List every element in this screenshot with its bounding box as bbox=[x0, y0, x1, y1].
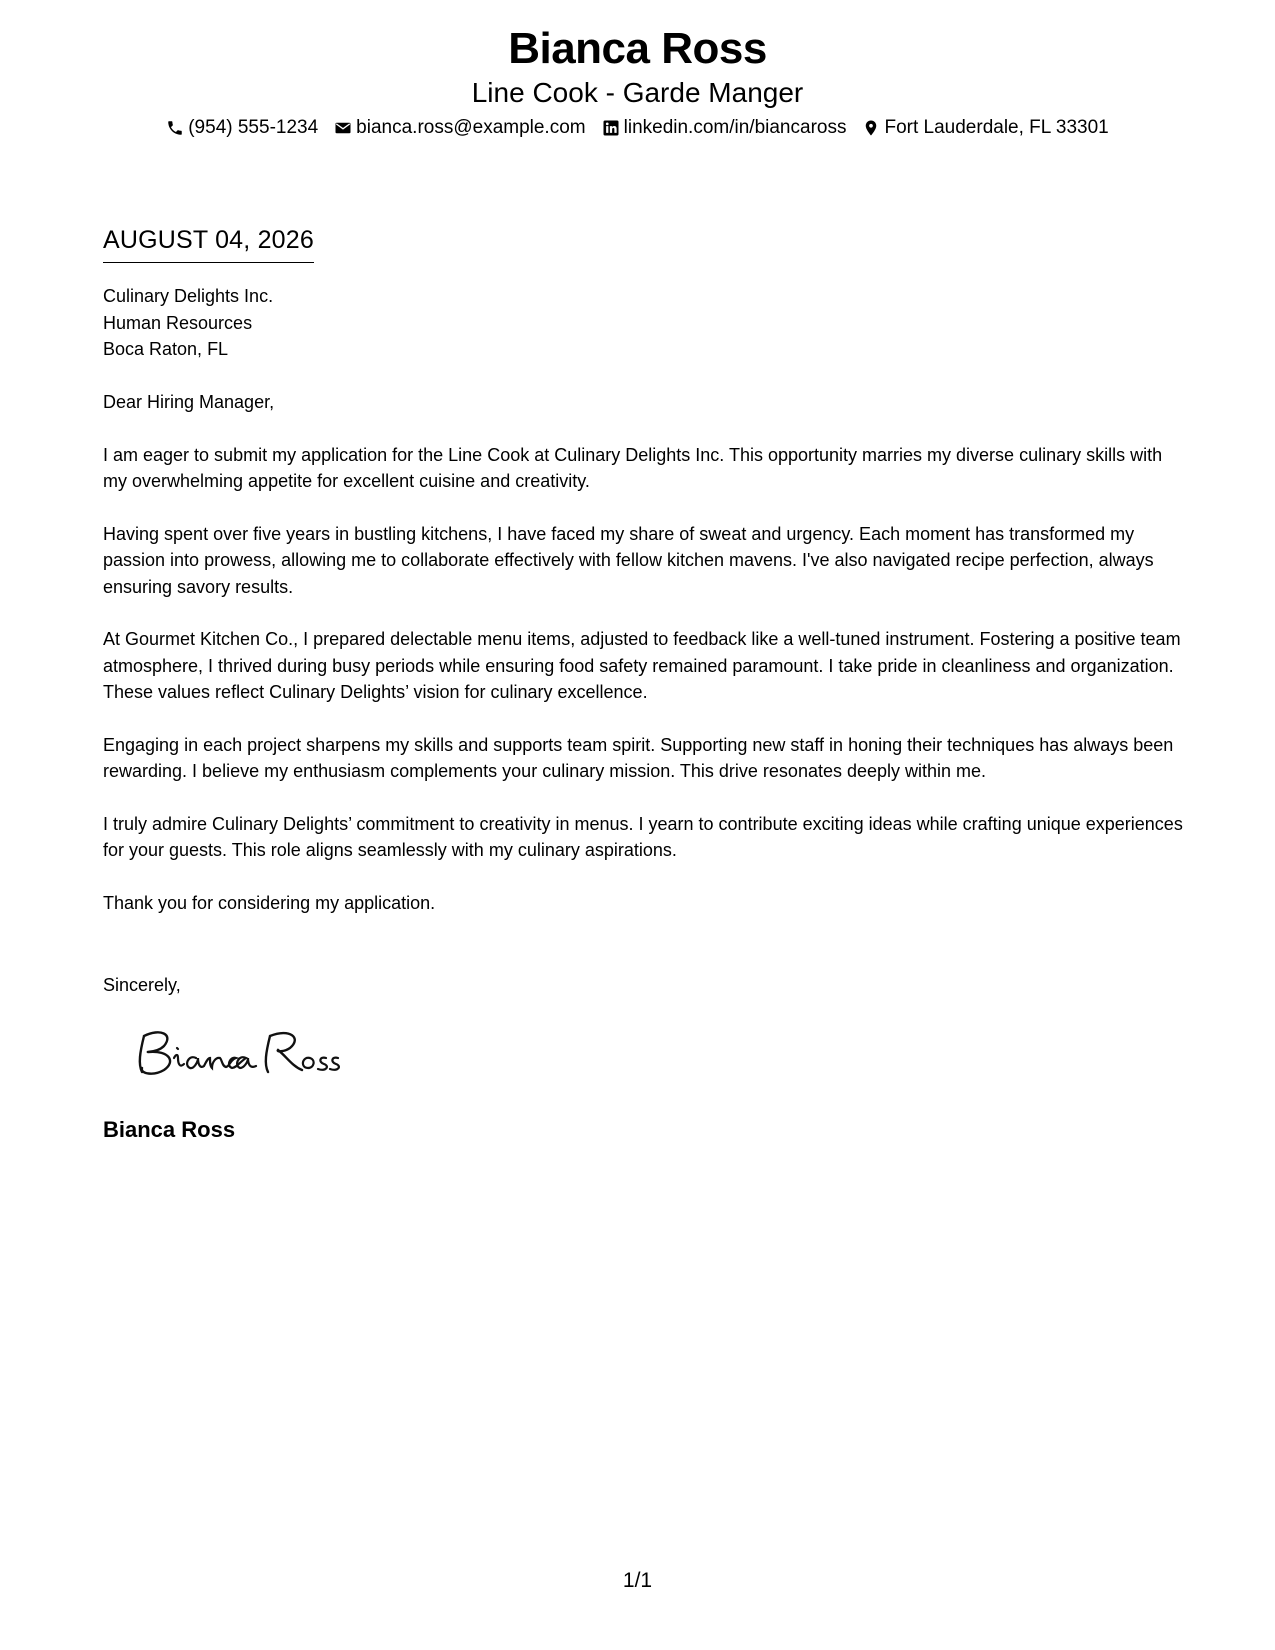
body-paragraph: I truly admire Culinary Delights’ commitment to creativity in menus. I yearn to contribute exciting ideas while crafting unique experiences for your guests. This role aligns seamlessly with my culinary aspirations. bbox=[103, 813, 1183, 860]
recipient-company: Culinary Delights Inc. bbox=[103, 286, 274, 306]
contact-location bbox=[862, 116, 1108, 140]
body-paragraph: Thank you for considering my application. bbox=[103, 892, 436, 913]
body-paragraph: I am eager to submit my application for the Line Cook at Culinary Delights Inc. This opportunity marries my diverse culinary skills with my overwhelming appetite for excellent cuisine and creativity. bbox=[103, 444, 1163, 491]
envelope-icon bbox=[334, 119, 352, 137]
phone-text: (954) 555-1234 bbox=[188, 117, 319, 138]
recipient-department: Human Resources bbox=[103, 312, 253, 333]
page-indicator: 1/1 bbox=[622, 1569, 653, 1592]
contact-phone bbox=[166, 116, 318, 140]
applicant-title: Line Cook - Garde Manger bbox=[471, 77, 804, 108]
body-paragraph: Engaging in each project sharpens my skills and supports team spirit. Supporting new staff in honing their techniques has always been rewarding. I believe my enthusiasm complements your culinary mission. This drive resonates deeply within me. bbox=[103, 734, 1174, 781]
linkedin-icon bbox=[602, 119, 620, 137]
recipient-city: Boca Raton, FL bbox=[103, 339, 229, 359]
body-paragraph: At Gourmet Kitchen Co., I prepared delectable menu items, adjusted to feedback like a well-tuned instrument. Fostering a positive team atmosphere, I thrived during busy periods while ensuring food safety remained paramount. I take pride in cleanliness and organization. These values reflect Culinary Delights’ vision for culinary excellence. bbox=[103, 629, 1181, 702]
email-link[interactable]: bianca.ross@example.com bbox=[356, 117, 586, 138]
body-paragraph: Having spent over five years in bustling kitchens, I have faced my share of sweat and urgency. Each moment has transformed my passion into prowess, allowing me to collaborate effectively with fellow kitchen mavens. I've also navigated recipe perfection, always ensuring savory results. bbox=[103, 523, 1154, 597]
contact-linkedin[interactable] bbox=[602, 116, 847, 140]
letter-body bbox=[103, 389, 1188, 942]
closing: Sincerely, bbox=[103, 975, 181, 995]
applicant-name: Bianca Ross bbox=[508, 24, 767, 73]
linkedin-link[interactable]: linkedin.com/in/biancaross bbox=[623, 117, 847, 138]
contact-email[interactable] bbox=[334, 116, 585, 140]
salutation: Dear Hiring Manager, bbox=[103, 392, 275, 412]
handwritten-signature bbox=[130, 1022, 340, 1082]
letter-date: AUGUST 04, 2026 bbox=[103, 224, 314, 263]
letter-header bbox=[0, 22, 1275, 140]
map-pin-icon bbox=[862, 119, 880, 137]
recipient-block bbox=[103, 283, 273, 363]
signer-name: Bianca Ross bbox=[103, 1117, 236, 1142]
phone-icon bbox=[166, 119, 184, 137]
location-text: Fort Lauderdale, FL 33301 bbox=[884, 117, 1109, 138]
contact-bar bbox=[0, 116, 1275, 140]
